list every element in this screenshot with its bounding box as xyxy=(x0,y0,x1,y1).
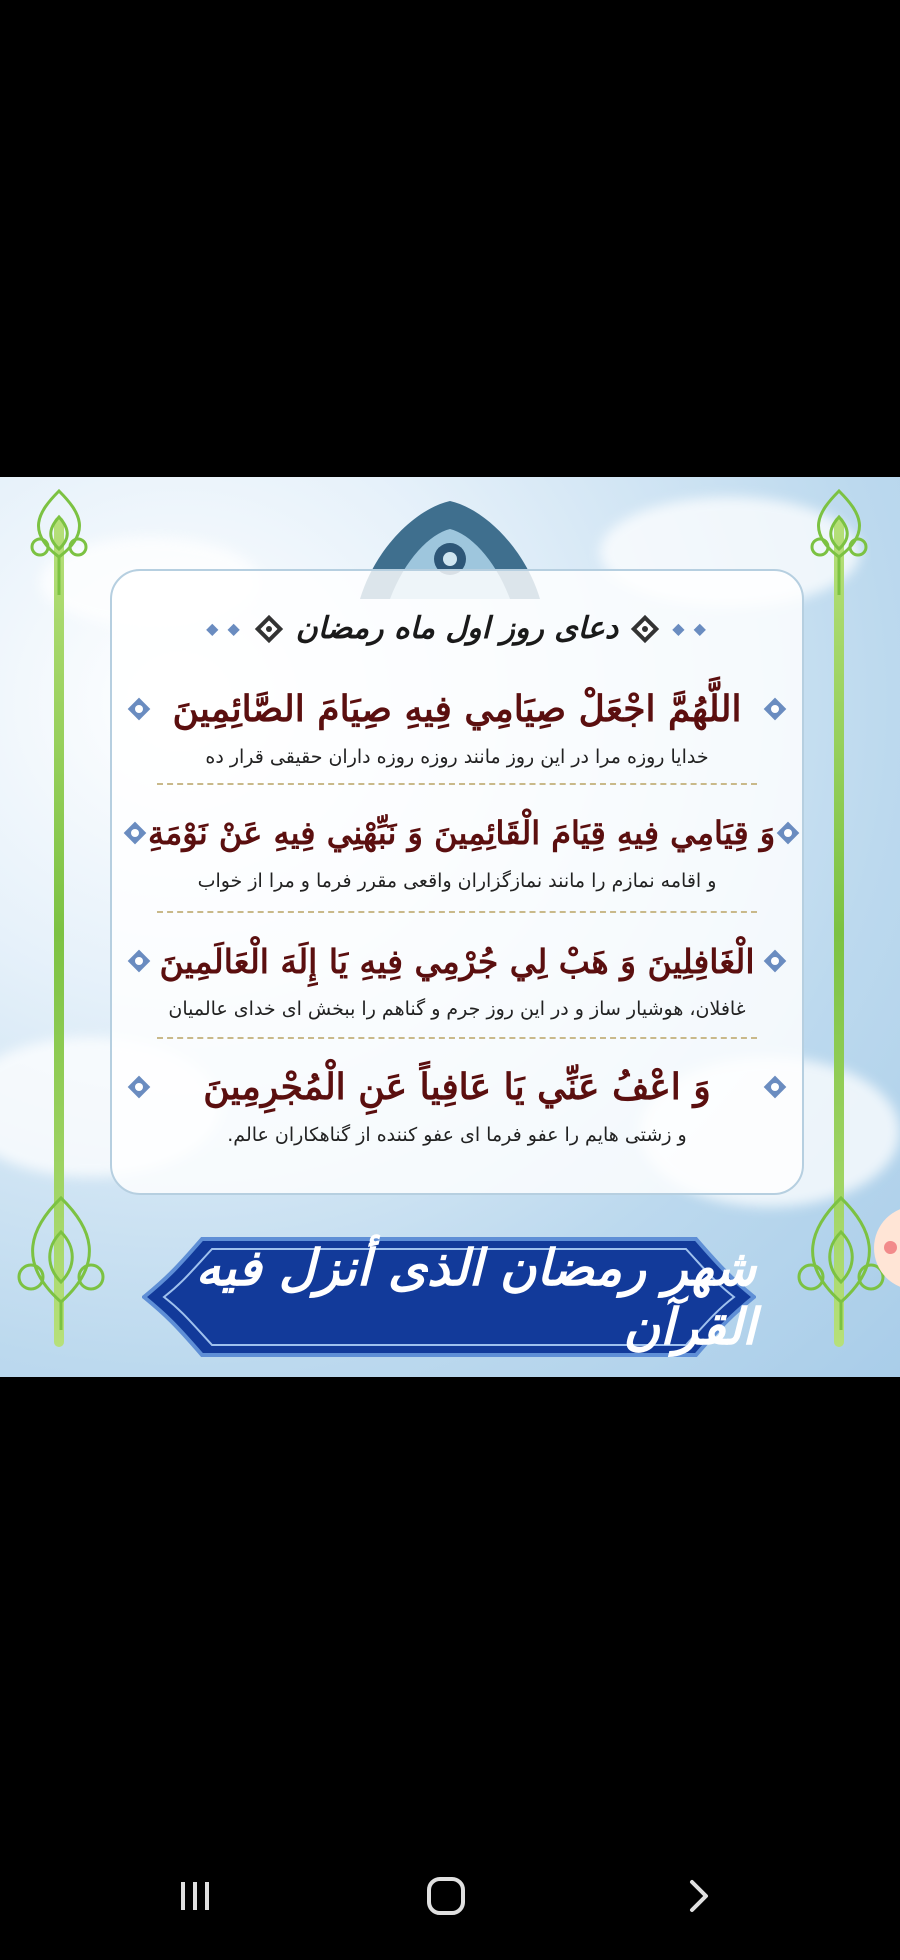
title-dots-right: ◆ ◆ xyxy=(672,619,708,638)
verse-1 xyxy=(122,679,792,775)
divider xyxy=(157,911,757,913)
back-icon xyxy=(678,1876,718,1916)
diamond-bullet-icon xyxy=(758,944,792,978)
prayer-card-image xyxy=(0,477,900,1377)
verse-4 xyxy=(122,1057,792,1153)
home-icon xyxy=(424,1874,468,1918)
verse-persian: خدایا روزه مرا در این روز مانند روزه روزه داران حقیقی قرار ده xyxy=(205,746,709,768)
divider xyxy=(157,783,757,785)
floral-ornament-bottom-left xyxy=(6,1192,116,1332)
divider xyxy=(157,1037,757,1039)
back-button[interactable] xyxy=(668,1866,728,1926)
star-ornament-icon xyxy=(252,612,286,646)
floral-ornament-top-right xyxy=(798,487,880,597)
diamond-bullet-icon xyxy=(122,1070,156,1104)
banner-calligraphy: شهر رمضان الذی أنزل فیه القرآن xyxy=(195,1238,756,1356)
prayer-title: دعای روز اول ماه رمضان xyxy=(295,611,619,646)
diamond-bullet-icon xyxy=(122,944,156,978)
recents-button[interactable] xyxy=(165,1866,225,1926)
verse-arabic: وَ قِيَامِي فِيهِ قِيَامَ الْقَائِمِينَ وَ نَبِّهْنِي فِيهِ عَنْ نَوْمَةِ xyxy=(148,814,776,852)
verse-2 xyxy=(122,803,792,899)
verse-arabic: الْغَافِلِينَ وَ هَبْ لِي جُرْمِي فِيهِ يَا إِلَهَ الْعَالَمِينَ xyxy=(159,941,755,981)
prayer-panel xyxy=(110,569,804,1195)
verse-3 xyxy=(122,931,792,1027)
title-row xyxy=(112,611,802,646)
diamond-bullet-icon xyxy=(758,1070,792,1104)
recents-icon xyxy=(175,1876,215,1916)
diamond-bullet-icon xyxy=(775,816,801,850)
home-button[interactable] xyxy=(416,1866,476,1926)
verse-arabic: اللَّهُمَّ اجْعَلْ صِيَامِي فِيهِ صِيَامَ الصَّائِمِينَ xyxy=(172,688,742,730)
verse-arabic: وَ اعْفُ عَنِّي يَا عَافِياً عَنِ الْمُجْرِمِينَ xyxy=(203,1066,711,1108)
diamond-bullet-icon xyxy=(122,816,148,850)
navigation-bar xyxy=(0,1840,900,1960)
diamond-bullet-icon xyxy=(758,692,792,726)
floral-ornament-top-left xyxy=(18,487,100,597)
star-ornament-icon xyxy=(628,612,662,646)
verse-persian: غافلان، هوشیار ساز و در این روز جرم و گناهم را ببخش ای خدای عالمیان xyxy=(168,998,746,1020)
title-dots-left: ◆ ◆ xyxy=(206,619,242,638)
diamond-bullet-icon xyxy=(122,692,156,726)
verse-persian: و اقامه نمازم را مانند نمازگزاران واقعی مقرر فرما و مرا از خواب xyxy=(197,870,717,892)
verse-persian: و زشتی هایم را عفو فرما ای عفو کننده از گناهکاران عالم. xyxy=(227,1124,687,1146)
side-tab-dot xyxy=(884,1241,897,1254)
quran-banner xyxy=(142,1229,756,1365)
